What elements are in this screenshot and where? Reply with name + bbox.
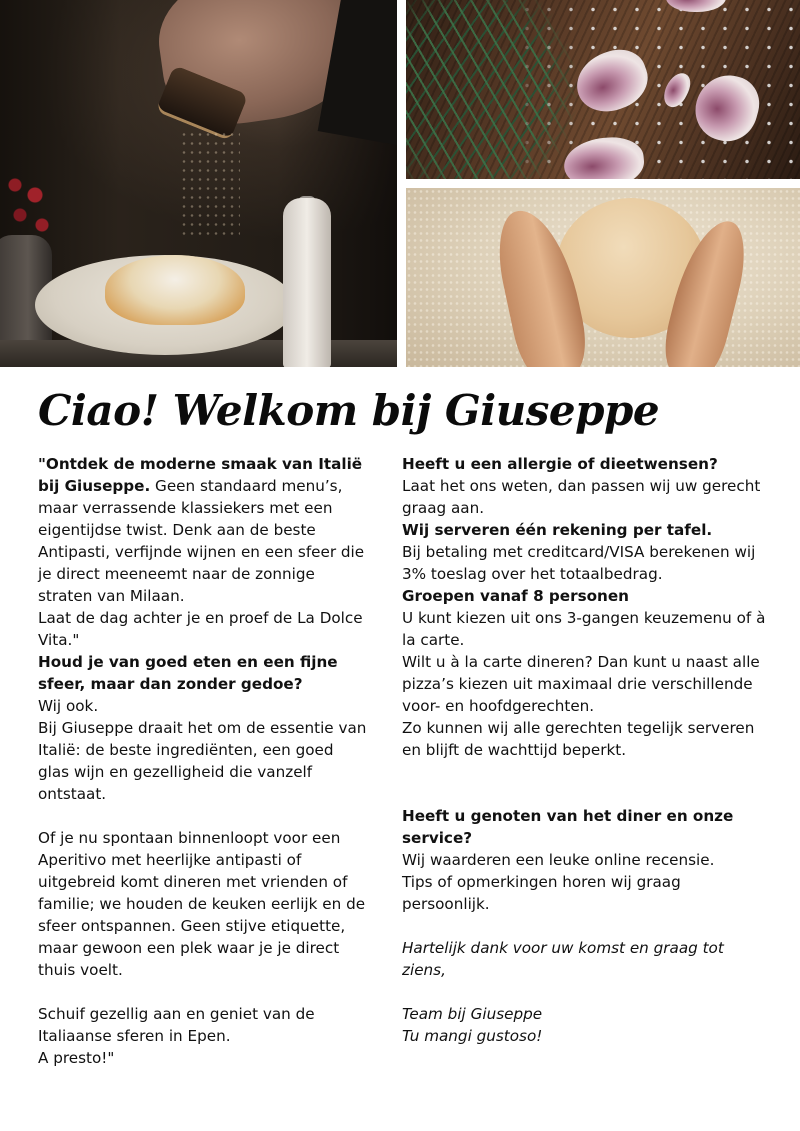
answer-line-2: Bij Giuseppe draait het om de essentie van Italië: de beste ingrediënten, een goed glas wijn en gezelligheid die vanzelf ontstaat. bbox=[38, 719, 367, 803]
groups-text-2: Wilt u à la carte dineren? Dan kunt u naast alle pizza’s kiezen uit maximaal drie verschillende voor- en hoofdgerechten. bbox=[402, 653, 760, 715]
allergy-text: Laat het ons weten, dan passen wij uw gerecht graag aan. bbox=[402, 477, 761, 517]
groups-heading: Groepen vanaf 8 personen bbox=[402, 587, 629, 605]
bill-text: Bij betaling met creditcard/VISA berekenen wij 3% toeslag over het totaalbedrag. bbox=[402, 543, 756, 583]
signature-team: Team bij Giuseppe bbox=[402, 1005, 543, 1023]
intro-bold: "Ontdek de moderne smaak van Italië bij Giuseppe. bbox=[38, 455, 363, 495]
spacer bbox=[402, 915, 772, 937]
signature-motto: Tu mangi gustoso! bbox=[402, 1027, 543, 1045]
groups-text-3: Zo kunnen wij alle gerechten tegelijk serveren en blijft de wachttijd beperkt. bbox=[402, 719, 755, 759]
photo-dough-hands bbox=[406, 188, 800, 367]
spacer bbox=[402, 761, 772, 805]
pepper-dust bbox=[180, 130, 240, 240]
bill-heading: Wij serveren één rekening per tafel. bbox=[402, 521, 713, 539]
photo-rosemary-garlic bbox=[406, 0, 800, 179]
thanks-text: Hartelijk dank voor uw komst en graag tot ziens, bbox=[402, 939, 724, 979]
right-column bbox=[402, 453, 772, 1047]
review-heading: Heeft u genoten van het diner en onze service? bbox=[402, 807, 734, 847]
answer-line-1: Wij ook. bbox=[38, 697, 99, 715]
spacer bbox=[38, 805, 368, 827]
review-text-2: Tips of opmerkingen horen wij graag persoonlijk. bbox=[402, 873, 681, 913]
left-column bbox=[38, 453, 368, 1069]
groups-text-1: U kunt kiezen uit ons 3-gangen keuzemenu of à la carte. bbox=[402, 609, 766, 649]
closing-line-1: Schuif gezellig aan en geniet van de Italiaanse sferen in Epen. bbox=[38, 1005, 315, 1045]
intro-line-2: Laat de dag achter je en proef de La Dolce Vita." bbox=[38, 609, 363, 649]
allergy-heading: Heeft u een allergie of dieetwensen? bbox=[402, 455, 718, 473]
paragraph-3: Of je nu spontaan binnenloopt voor een Aperitivo met heerlijke antipasti of uitgebreid komt dineren met vrienden of familie; we houden de keuken eerlijk en de sfeer ontspannen. Geen stijve etiquette, maar gewoon een plek waar je je direct thuis voelt. bbox=[38, 829, 366, 979]
intro-paragraph bbox=[38, 453, 368, 607]
intro-text: Geen standaard menu’s, maar verrassende klassiekers met een eigentijdse twist. Denk aan de beste Antipasti, verfijnde wijnen en een sfeer die je direct meeneemt naar de zonnige straten van Milaan. bbox=[38, 477, 365, 605]
question-heading: Houd je van goed eten en een fijne sfeer, maar dan zonder gedoe? bbox=[38, 653, 338, 693]
page-title: Ciao! Welkom bij Giuseppe bbox=[38, 386, 660, 435]
closing-line-2: A presto!" bbox=[38, 1049, 115, 1067]
pasta-dish bbox=[105, 255, 245, 325]
spacer bbox=[38, 981, 368, 1003]
pepper-mill bbox=[283, 198, 331, 367]
photo-chef-pasta bbox=[0, 0, 397, 367]
spacer bbox=[402, 981, 772, 1003]
review-text-1: Wij waarderen een leuke online recensie. bbox=[402, 851, 715, 869]
